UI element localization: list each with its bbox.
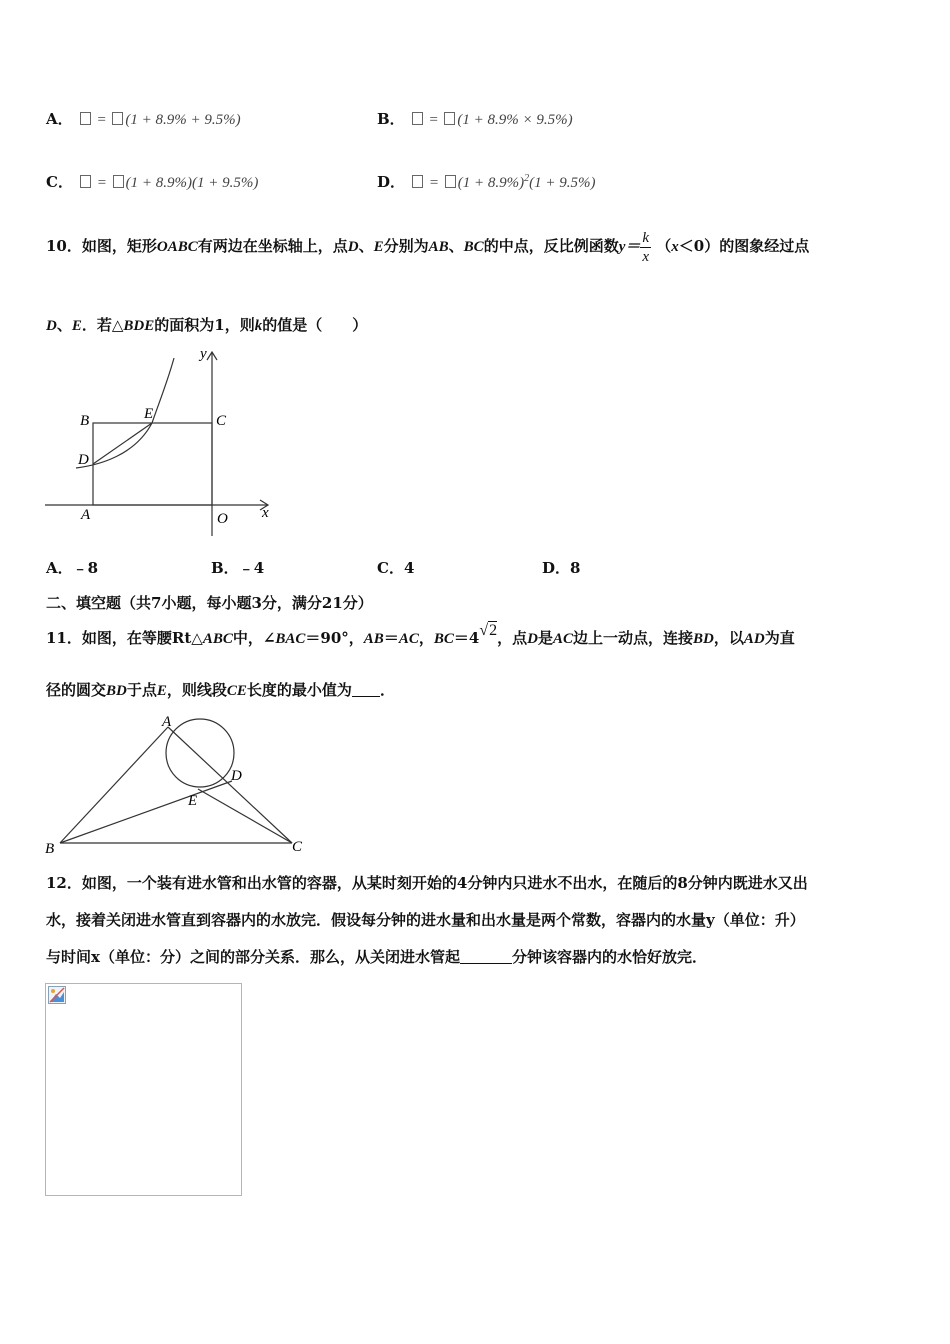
label-y: y	[200, 346, 207, 362]
formula-expr-tail: (1 + 9.5%)	[529, 175, 596, 191]
formula-expr: (1 + 8.9%)(1 + 9.5%)	[125, 175, 259, 191]
formula-expr: (1 + 8.9% + 9.5%)	[125, 112, 241, 128]
q10-figure	[40, 340, 280, 540]
label-x: x	[262, 505, 269, 521]
missing-glyph-icon	[80, 175, 91, 188]
formula: = (1 + 8.9% × 9.5%)	[410, 112, 573, 128]
q10-line-2: D、E．若△BDE的面积为1，则k的值是（ ）	[46, 316, 368, 334]
q9-option-b	[377, 108, 573, 129]
formula: = (1 + 8.9% + 9.5%)	[78, 112, 241, 128]
sqrt-two: √2	[479, 622, 498, 639]
label-b: B	[80, 413, 90, 429]
label-d: D	[78, 452, 89, 468]
label-c: C	[216, 413, 227, 429]
q10-answer-d: D．8	[542, 559, 581, 577]
q10-answer-c: C．4	[377, 559, 415, 577]
segment-ab	[60, 727, 168, 843]
answer-blank[interactable]	[460, 949, 512, 964]
label-b: B	[45, 841, 55, 857]
q11-line-2: 径的圆交BD于点E，则线段CE长度的最小值为 ．	[46, 681, 395, 699]
q10-answer-a: A．﹣8	[46, 559, 99, 577]
segment-ac	[168, 727, 292, 843]
formula: = $(1 + 8.9\%)^2(1 + 9.5\%)$	[410, 175, 595, 191]
missing-glyph-icon	[445, 175, 456, 188]
q11-figure	[40, 708, 320, 858]
segment-ce	[198, 789, 292, 843]
q10-line-1: 10．如图，矩形OABC有两边在坐标轴上，点D、E分别为AB、BC的中点，反比例函数y＝ $\frac{k}{x}$ （x＜0）的图象经过点	[46, 229, 810, 265]
formula-expr: (1 + 8.9%)	[457, 175, 525, 191]
label-c: C	[292, 839, 303, 855]
label-e: E	[188, 793, 198, 809]
label-o: O	[217, 511, 228, 527]
broken-image-placeholder	[45, 983, 242, 1196]
option-label: A．	[46, 110, 73, 128]
label-a: A	[162, 714, 172, 730]
label-e: E	[144, 406, 154, 422]
formula-expr: (1 + 8.9% × 9.5%)	[457, 112, 573, 128]
q12-line-1: 12．如图，一个装有进水管和出水管的容器，从某时刻开始的4分钟内只进水不出水，在随后的8分钟内既进水又出	[46, 874, 808, 892]
option-label: C．	[46, 173, 73, 191]
broken-image-icon	[48, 986, 66, 1004]
q12-line-2: 水，接着关闭进水管直到容器内的水放完．假设每分钟的进水量和出水量是两个常数，容器内的水量y（单位：升）	[46, 911, 805, 929]
missing-glyph-icon	[80, 112, 91, 125]
q9-option-a	[46, 108, 241, 129]
segment-de	[93, 423, 152, 464]
q10-answer-b: B．﹣4	[211, 559, 265, 577]
missing-glyph-icon	[412, 175, 423, 188]
label-d: D	[231, 768, 242, 784]
q11-line-1: 11．如图，在等腰Rt△ABC中，∠BAC＝90°，AB＝AC，BC＝4√2，点D是AC边上一动点，连接BD，以AD为直	[46, 622, 795, 647]
formula: = (1 + 8.9%)(1 + 9.5%)	[78, 175, 258, 191]
missing-glyph-icon	[412, 112, 423, 125]
answer-blank[interactable]	[352, 682, 380, 697]
missing-glyph-icon	[444, 112, 455, 125]
circle-diameter-ad	[166, 719, 234, 787]
q9-option-c	[46, 171, 258, 192]
exponent: 2	[524, 173, 530, 184]
hyperbola-curve	[76, 358, 174, 468]
q12-line-3: 与时间x（单位：分）之间的部分关系．那么，从关闭进水管起 分钟该容器内的水恰好放完．	[46, 948, 707, 966]
q9-option-d	[377, 171, 595, 192]
missing-glyph-icon	[113, 175, 124, 188]
label-a: A	[81, 507, 91, 523]
fraction-k-over-x: $\frac{k}{x}$	[642, 229, 650, 265]
segment-bd	[60, 781, 232, 843]
option-label: D．	[377, 173, 406, 191]
rectangle-oabc	[93, 423, 212, 505]
missing-glyph-icon	[112, 112, 123, 125]
section-2-title: 二、填空题（共7小题，每小题3分，满分21分）	[46, 594, 373, 612]
option-label: B．	[377, 110, 405, 128]
